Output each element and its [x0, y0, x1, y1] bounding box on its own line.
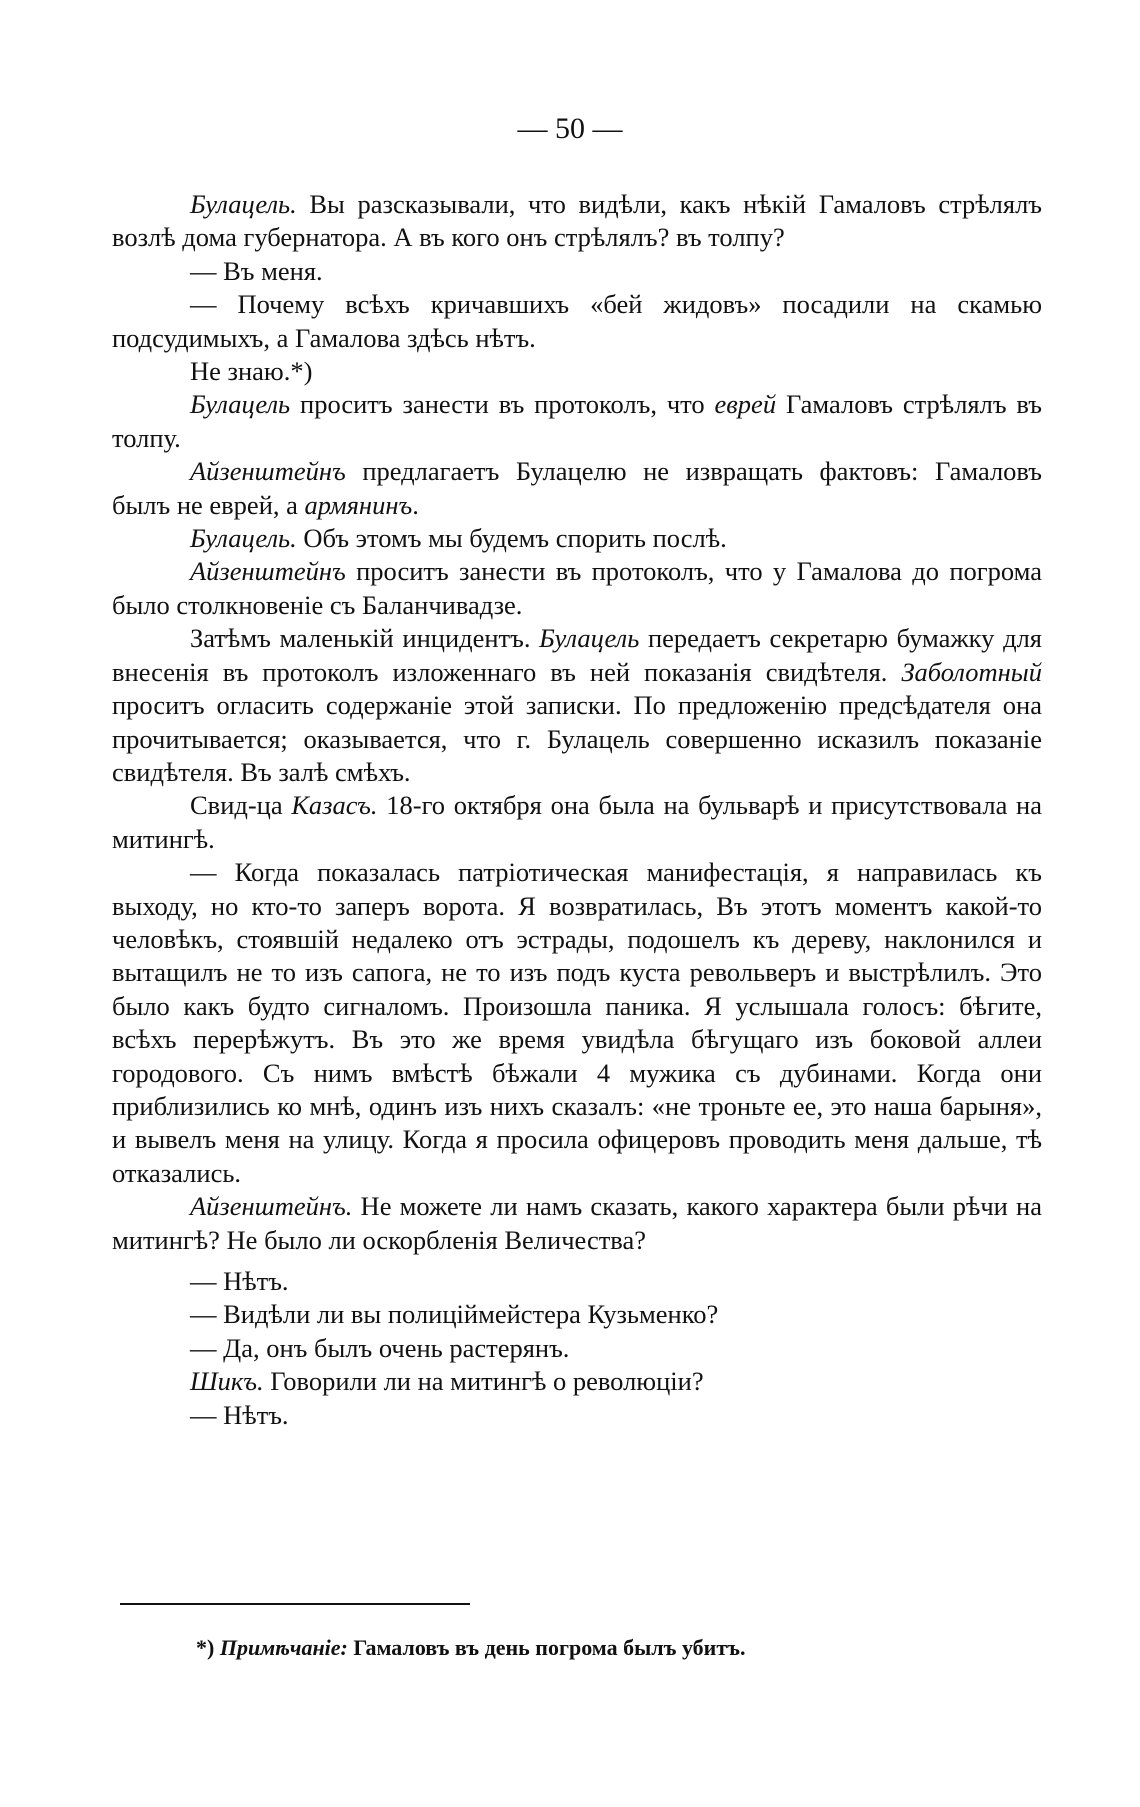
speaker-name: Шикъ. [190, 1366, 264, 1397]
paragraph-text: проситъ занести въ протоколъ, что у Гамалова до погрома было столкновеніе съ Баланчивадзе. [112, 556, 1042, 620]
paragraph-text: Не можете ли намъ сказать, какого характера были рѣчи на митингѣ? Не было ли оскорбленія Величества? [112, 1191, 1042, 1255]
emphasis: армянинъ [304, 489, 413, 520]
paragraph-12 [112, 1190, 1042, 1257]
paragraph-text: 18-го октября она была на бульварѣ и присутствовала на митингѣ. [112, 790, 1042, 854]
emphasis: Заболотный [901, 656, 1042, 687]
footnote-label: Примѣчаніе: [219, 1635, 348, 1660]
paragraph-text: проситъ занести въ протоколъ, что [290, 389, 715, 420]
emphasis: Казасъ. [291, 790, 378, 821]
paragraph-17 [112, 1399, 1042, 1432]
paragraph-10 [112, 789, 1042, 856]
paragraph-text: Говорили ли на митингѣ о революціи? [263, 1366, 704, 1397]
paragraph-text: — Нѣтъ. [190, 1399, 289, 1430]
paragraph-text: Затѣмъ маленькій инцидентъ. [190, 623, 540, 654]
paragraph-text: Гамаловъ стрѣлялъ въ толпу. [112, 389, 1042, 453]
paragraph-9 [112, 622, 1042, 789]
paragraph-text: — Нѣтъ. [190, 1266, 289, 1296]
paragraph-5 [112, 388, 1042, 455]
footnote-mark: *) [196, 1635, 215, 1660]
speaker-name: Айзенштейнъ [190, 556, 346, 587]
paragraph-2 [112, 255, 1042, 288]
paragraph-text: — Видѣли ли вы полицiймейстера Кузьменко? [190, 1299, 719, 1330]
paragraph-4 [112, 355, 1042, 388]
emphasis: Булацель [539, 623, 640, 654]
paragraph-text: передаетъ секретарю бумажку для внесенія въ протоколъ изложеннаго въ ней показанія свидѣтеля. [112, 623, 1042, 687]
paragraph-3 [112, 288, 1042, 355]
paragraph-text: — Въ меня. [190, 255, 323, 286]
speaker-name: Булацель. [190, 189, 297, 219]
paragraph-1 [112, 188, 1042, 255]
paragraph-text: Объ этомъ мы будемъ спорить послѣ. [296, 523, 727, 554]
paragraph-15 [112, 1332, 1042, 1365]
page-number: — 50 — [517, 112, 623, 145]
paragraph-text: . [412, 489, 419, 520]
body-text [112, 188, 1042, 1432]
paragraph-text: Не знаю.*) [190, 356, 313, 387]
paragraph-11 [112, 856, 1042, 1190]
paragraph-text: — Почему всѣхъ кричавшихъ «бей жидовъ» посадили на скамью подсудимыхъ, а Гамалова здѣсь нѣтъ. [112, 289, 1042, 353]
paragraph-8 [112, 555, 1042, 622]
paragraph-text: проситъ огласить содержаніе этой записки. По предложенію предсѣдателя она прочитывается; оказывается, что г. Булацель совершенно исказилъ показаніе свидѣтеля. Въ залѣ смѣхъ. [112, 690, 1042, 787]
emphasis: еврей [714, 389, 777, 420]
speaker-name: Булацель [190, 389, 291, 420]
paragraph-text: предлагаетъ Булацелю не извращать фактовъ: Гамаловъ былъ не еврей, а [112, 456, 1042, 520]
speaker-name: Булацель. [190, 523, 297, 554]
paragraph-14 [112, 1298, 1042, 1331]
footnote-text: Гамаловъ въ день погрома былъ убитъ. [347, 1635, 746, 1660]
paragraph-text: Свид-ца [190, 790, 292, 821]
paragraph-text: — Да, онъ былъ очень растерянъ. [190, 1332, 570, 1363]
footnote [196, 1635, 745, 1661]
paragraph-7 [112, 522, 1042, 555]
footnote-divider [120, 1603, 470, 1605]
paragraph-text: Вы разсказывали, что видѣли, какъ нѣкій Гамаловъ стрѣлялъ возлѣ дома губернатора. А въ кого онъ стрѣлялъ? въ толпу? [112, 189, 1042, 253]
paragraph-6 [112, 455, 1042, 522]
paragraph-16 [112, 1365, 1042, 1398]
paragraph-text: — Когда показалась патріотическая манифестація, я направилась къ выходу, но кто-то заперъ ворота. Я возвратилась, Въ этотъ моментъ какой-то человѣкъ, стоявшій недалеко отъ эстрады, подошелъ къ дереву, наклонился и вытащилъ не то изъ сапога, не то изъ подъ куста револьверъ и выстрѣлилъ. Это было какъ будто сигналомъ. Произошла паника. Я услышала голосъ: бѣгите, всѣхъ перерѣжутъ. Въ это же время увидѣла бѣгущаго изъ боковой аллеи городового. Съ нимъ вмѣстѣ бѣжали 4 мужика съ дубинами. Когда они приблизились ко мнѣ, одинъ изъ нихъ сказалъ: «не троньте ее, это наша барыня», и вывелъ меня на улицу. Когда я просила офицеровъ проводить меня дальше, тѣ отказались. [112, 857, 1042, 1188]
speaker-name: Айзенштейнъ [190, 456, 346, 487]
paragraph-13 [112, 1265, 1042, 1298]
speaker-name: Айзенштейнъ. [190, 1191, 353, 1222]
